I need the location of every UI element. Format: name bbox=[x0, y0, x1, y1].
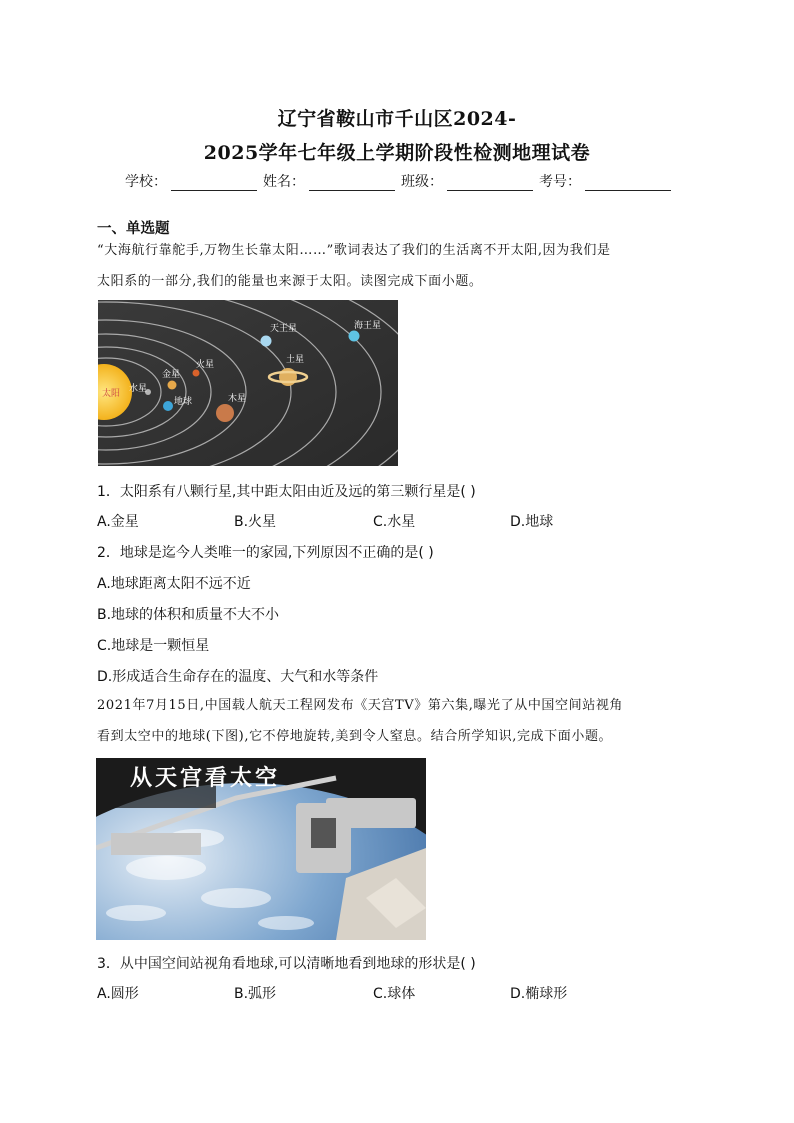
exam-number-label: 考号： bbox=[539, 174, 581, 190]
question-1-stem: 1．太阳系有八颗行星,其中距太阳由近及远的第三颗行星是( ) bbox=[97, 484, 476, 500]
q1-option-d[interactable]: D.地球 bbox=[510, 514, 554, 530]
q2-option-b[interactable]: B.地球的体积和质量不大不小 bbox=[97, 607, 280, 623]
neptune-label: 海王星 bbox=[354, 321, 382, 331]
school-blank bbox=[171, 175, 257, 191]
student-info-row bbox=[125, 171, 677, 191]
question-2-stem: 2．地球是迄今人类唯一的家园,下列原因不正确的是( ) bbox=[97, 545, 434, 561]
photo-caption: 从天宫看太空 bbox=[130, 765, 281, 791]
uranus-icon bbox=[261, 336, 272, 347]
passage-2-line2: 看到太空中的地球(下图),它不停地旋转,美到令人窒息。结合所学知识,完成下面小题。 bbox=[97, 729, 613, 744]
name-label: 姓名： bbox=[263, 174, 305, 190]
solar-system-figure bbox=[98, 300, 398, 466]
passage-1 bbox=[97, 235, 697, 297]
q1-option-b[interactable]: B.火星 bbox=[234, 514, 277, 530]
earth-icon bbox=[163, 401, 173, 411]
sun-label: 太阳 bbox=[102, 389, 121, 399]
q2-option-c[interactable]: C.地球是一颗恒星 bbox=[97, 638, 210, 654]
space-station-image bbox=[96, 758, 426, 940]
venus-icon bbox=[168, 381, 177, 390]
q3-option-c[interactable]: C.球体 bbox=[373, 986, 416, 1002]
jupiter-label: 木星 bbox=[228, 394, 247, 404]
mercury-label: 水星 bbox=[129, 384, 148, 394]
question-1-options bbox=[97, 511, 697, 531]
q3-option-b[interactable]: B.弧形 bbox=[234, 986, 277, 1002]
venus-label: 金星 bbox=[162, 370, 181, 380]
exam-title-line1: 辽宁省鞍山市千山区2024- bbox=[277, 108, 517, 130]
mars-label: 火星 bbox=[196, 360, 215, 370]
class-blank bbox=[447, 175, 533, 191]
passage-1-line2: 太阳系的一部分,我们的能量也来源于太阳。读图完成下面小题。 bbox=[97, 274, 483, 289]
name-blank bbox=[309, 175, 395, 191]
neptune-icon bbox=[349, 331, 360, 342]
jupiter-icon bbox=[216, 404, 234, 422]
passage-2-line1: 2021年7月15日,中国载人航天工程网发布《天宫TV》第六集,曝光了从中国空间站视角 bbox=[97, 698, 624, 713]
passage-1-line1: “大海航行靠舵手,万物生长靠太阳……”歌词表达了我们的生活离不开太阳,因为我们是 bbox=[97, 243, 611, 258]
class-label: 班级： bbox=[401, 174, 443, 190]
exam-title-line2: 2025学年七年级上学期阶段性检测地理试卷 bbox=[203, 142, 591, 164]
question-3-options bbox=[97, 983, 697, 1003]
saturn-label: 土星 bbox=[286, 355, 305, 365]
earth-label: 地球 bbox=[174, 397, 193, 407]
passage-2 bbox=[97, 690, 697, 752]
exam-number-blank bbox=[585, 175, 671, 191]
section-heading: 一、单选题 bbox=[97, 221, 170, 237]
q2-option-a[interactable]: A.地球距离太阳不远不近 bbox=[97, 576, 251, 592]
q1-option-a[interactable]: A.金星 bbox=[97, 514, 139, 530]
q2-option-d[interactable]: D.形成适合生命存在的温度、大气和水等条件 bbox=[97, 669, 379, 685]
mars-icon bbox=[193, 370, 200, 377]
uranus-label: 天王星 bbox=[270, 324, 298, 334]
q3-option-d[interactable]: D.椭球形 bbox=[510, 986, 568, 1002]
question-3-stem: 3．从中国空间站视角看地球,可以清晰地看到地球的形状是( ) bbox=[97, 956, 476, 972]
school-label: 学校： bbox=[125, 174, 167, 190]
q1-option-c[interactable]: C.水星 bbox=[373, 514, 416, 530]
space-station-photo bbox=[96, 758, 426, 940]
q3-option-a[interactable]: A.圆形 bbox=[97, 986, 139, 1002]
